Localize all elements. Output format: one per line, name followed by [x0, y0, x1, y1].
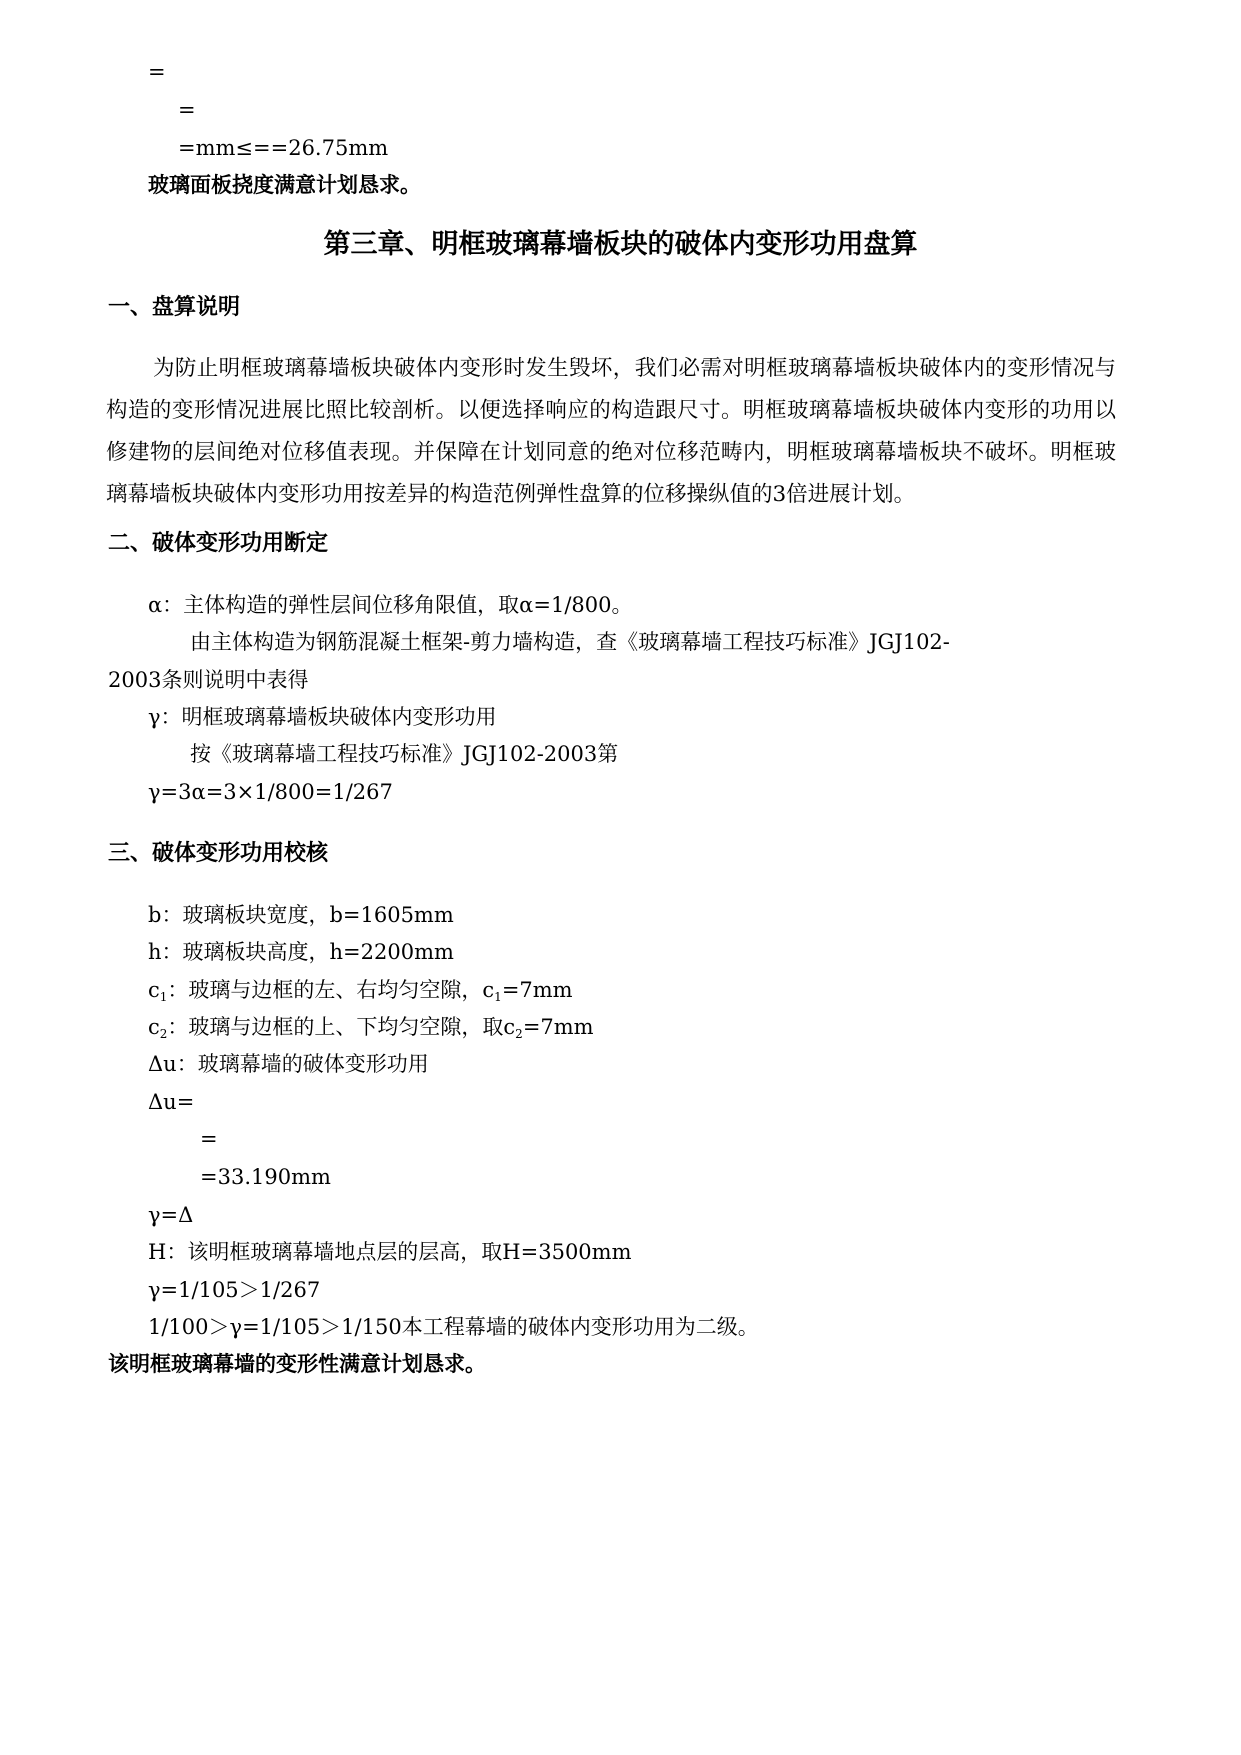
body-line: 由主体构造为钢筋混凝土框架-剪力墙构造，查《玻璃幕墙工程技巧标准》JGJ102-: [190, 630, 950, 654]
equation-line: =33.190mm: [200, 1165, 331, 1189]
equation-line: =mm≤==26.75mm: [178, 136, 389, 160]
body-paragraph: 为防止明框玻璃幕墙板块破体内变形时发生毁坏，我们必需对明框玻璃幕墙板块破体内的变形情况与构造的变形情况进展比照比较剖析。以便选择响应的构造跟尺寸。明框玻璃幕墙板块破体内变形的功用以修建物的层间绝对位移值表现。并保障在计划同意的绝对位移范畴内，明框玻璃幕墙板块不破坏。明框玻璃幕墙板块破体内变形功用按差异的构造范例弹性盘算的位移操纵值的3倍进展计划。: [106, 356, 1116, 507]
chapter-title: 第三章、明框玻璃幕墙板块的破体内变形功用盘算: [323, 229, 918, 260]
body-line: 2003条则说明中表得: [108, 668, 309, 692]
conclusion-text: 玻璃面板挠度满意计划恳求。: [148, 172, 421, 197]
body-line: 1/100＞γ=1/105＞1/150本工程幕墙的破体内变形功用为二级。: [148, 1315, 759, 1339]
equation-line: =: [200, 1127, 218, 1151]
definition-line: h：玻璃板块高度，h=2200mm: [148, 940, 454, 964]
definition-line: H：该明框玻璃幕墙地点层的层高，取H=3500mm: [148, 1240, 632, 1264]
body-line: 按《玻璃幕墙工程技巧标准》JGJ102-2003第: [190, 742, 619, 766]
equation-line: γ=3α=3×1/800=1/267: [148, 780, 393, 804]
equation-line: γ=Δ: [148, 1203, 194, 1227]
section-title: 二、破体变形功用断定: [108, 530, 329, 556]
definition-line: Δu：玻璃幕墙的破体变形功用: [148, 1052, 429, 1076]
section-title: 三、破体变形功用校核: [108, 840, 329, 866]
conclusion-text: 该明框玻璃幕墙的变形性满意计划恳求。: [108, 1351, 486, 1376]
equation-line: Δu=: [148, 1090, 195, 1114]
definition-line: $c_1$：玻璃与边框的左、右均匀空隙，$c_1=7mm$: [148, 978, 573, 1004]
section-title: 一、盘算说明: [108, 294, 241, 320]
equation-line: =: [148, 60, 166, 84]
definition-line: α：主体构造的弹性层间位移角限值，取α=1/800。: [148, 593, 633, 617]
definition-line: γ：明框玻璃幕墙板块破体内变形功用: [148, 705, 497, 729]
equation-line: =: [178, 98, 196, 122]
definition-line: $c_2$：玻璃与边框的上、下均匀空隙，取$c_2=7mm$: [148, 1015, 594, 1041]
equation-line: γ=1/105＞1/267: [148, 1278, 321, 1302]
definition-line: b：玻璃板块宽度，b=1605mm: [148, 903, 454, 927]
